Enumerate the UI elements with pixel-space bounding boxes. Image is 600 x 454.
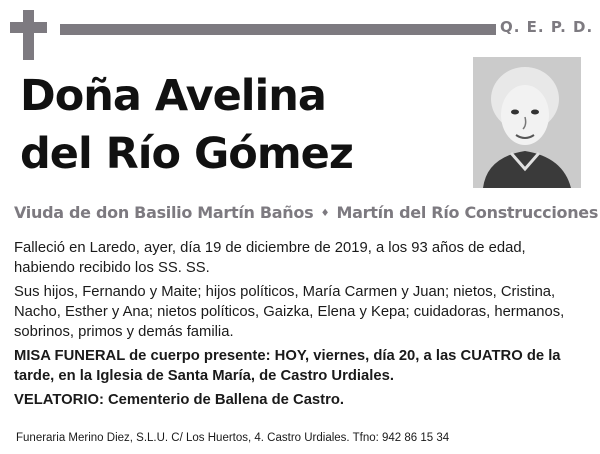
cross-icon <box>23 10 34 60</box>
subtitle <box>14 203 599 222</box>
funeral-mass: MISA FUNERAL de cuerpo presente: HOY, viernes, día 20, a las CUATRO de la tarde, en la Iglesia de Santa María, de Castro Urdiales. <box>14 348 561 384</box>
subtitle-company: Martín del Río Construcciones <box>336 203 599 222</box>
diamond-icon: ♦ <box>320 208 330 219</box>
header-rule <box>60 24 496 35</box>
cross-icon-bar <box>10 22 47 33</box>
funeral-home-footer: Funeraria Merino Diez, S.L.U. C/ Los Huertos, 4. Castro Urdiales. Tfno: 942 86 15 34 <box>16 432 450 444</box>
portrait-image <box>473 57 581 188</box>
header <box>0 0 600 60</box>
name-line-2: del Río Gómez <box>20 129 353 179</box>
family-list: Sus hijos, Fernando y Maite; hijos políticos, María Carmen y Juan; nietos, Cristina, Nacho, Esther y Ana; nietos políticos, Gaizka, Elena y Kepa; cuidadoras, hermanos, sobrinos, primos y demás familia. <box>14 284 565 340</box>
subtitle-widow-of: Viuda de don Basilio Martín Baños <box>14 203 314 222</box>
qepd-label: Q. E. P. D. <box>500 18 594 36</box>
name-line-1: Doña Avelina <box>20 71 326 121</box>
death-details: Falleció en Laredo, ayer, día 19 de diciembre de 2019, a los 93 años de edad, habiendo recibido los SS. SS. <box>14 240 526 276</box>
notice-body <box>14 238 589 414</box>
wake-location: VELATORIO: Cementerio de Ballena de Castro. <box>14 392 344 408</box>
deceased-name <box>20 67 353 183</box>
portrait-photo <box>473 57 581 188</box>
